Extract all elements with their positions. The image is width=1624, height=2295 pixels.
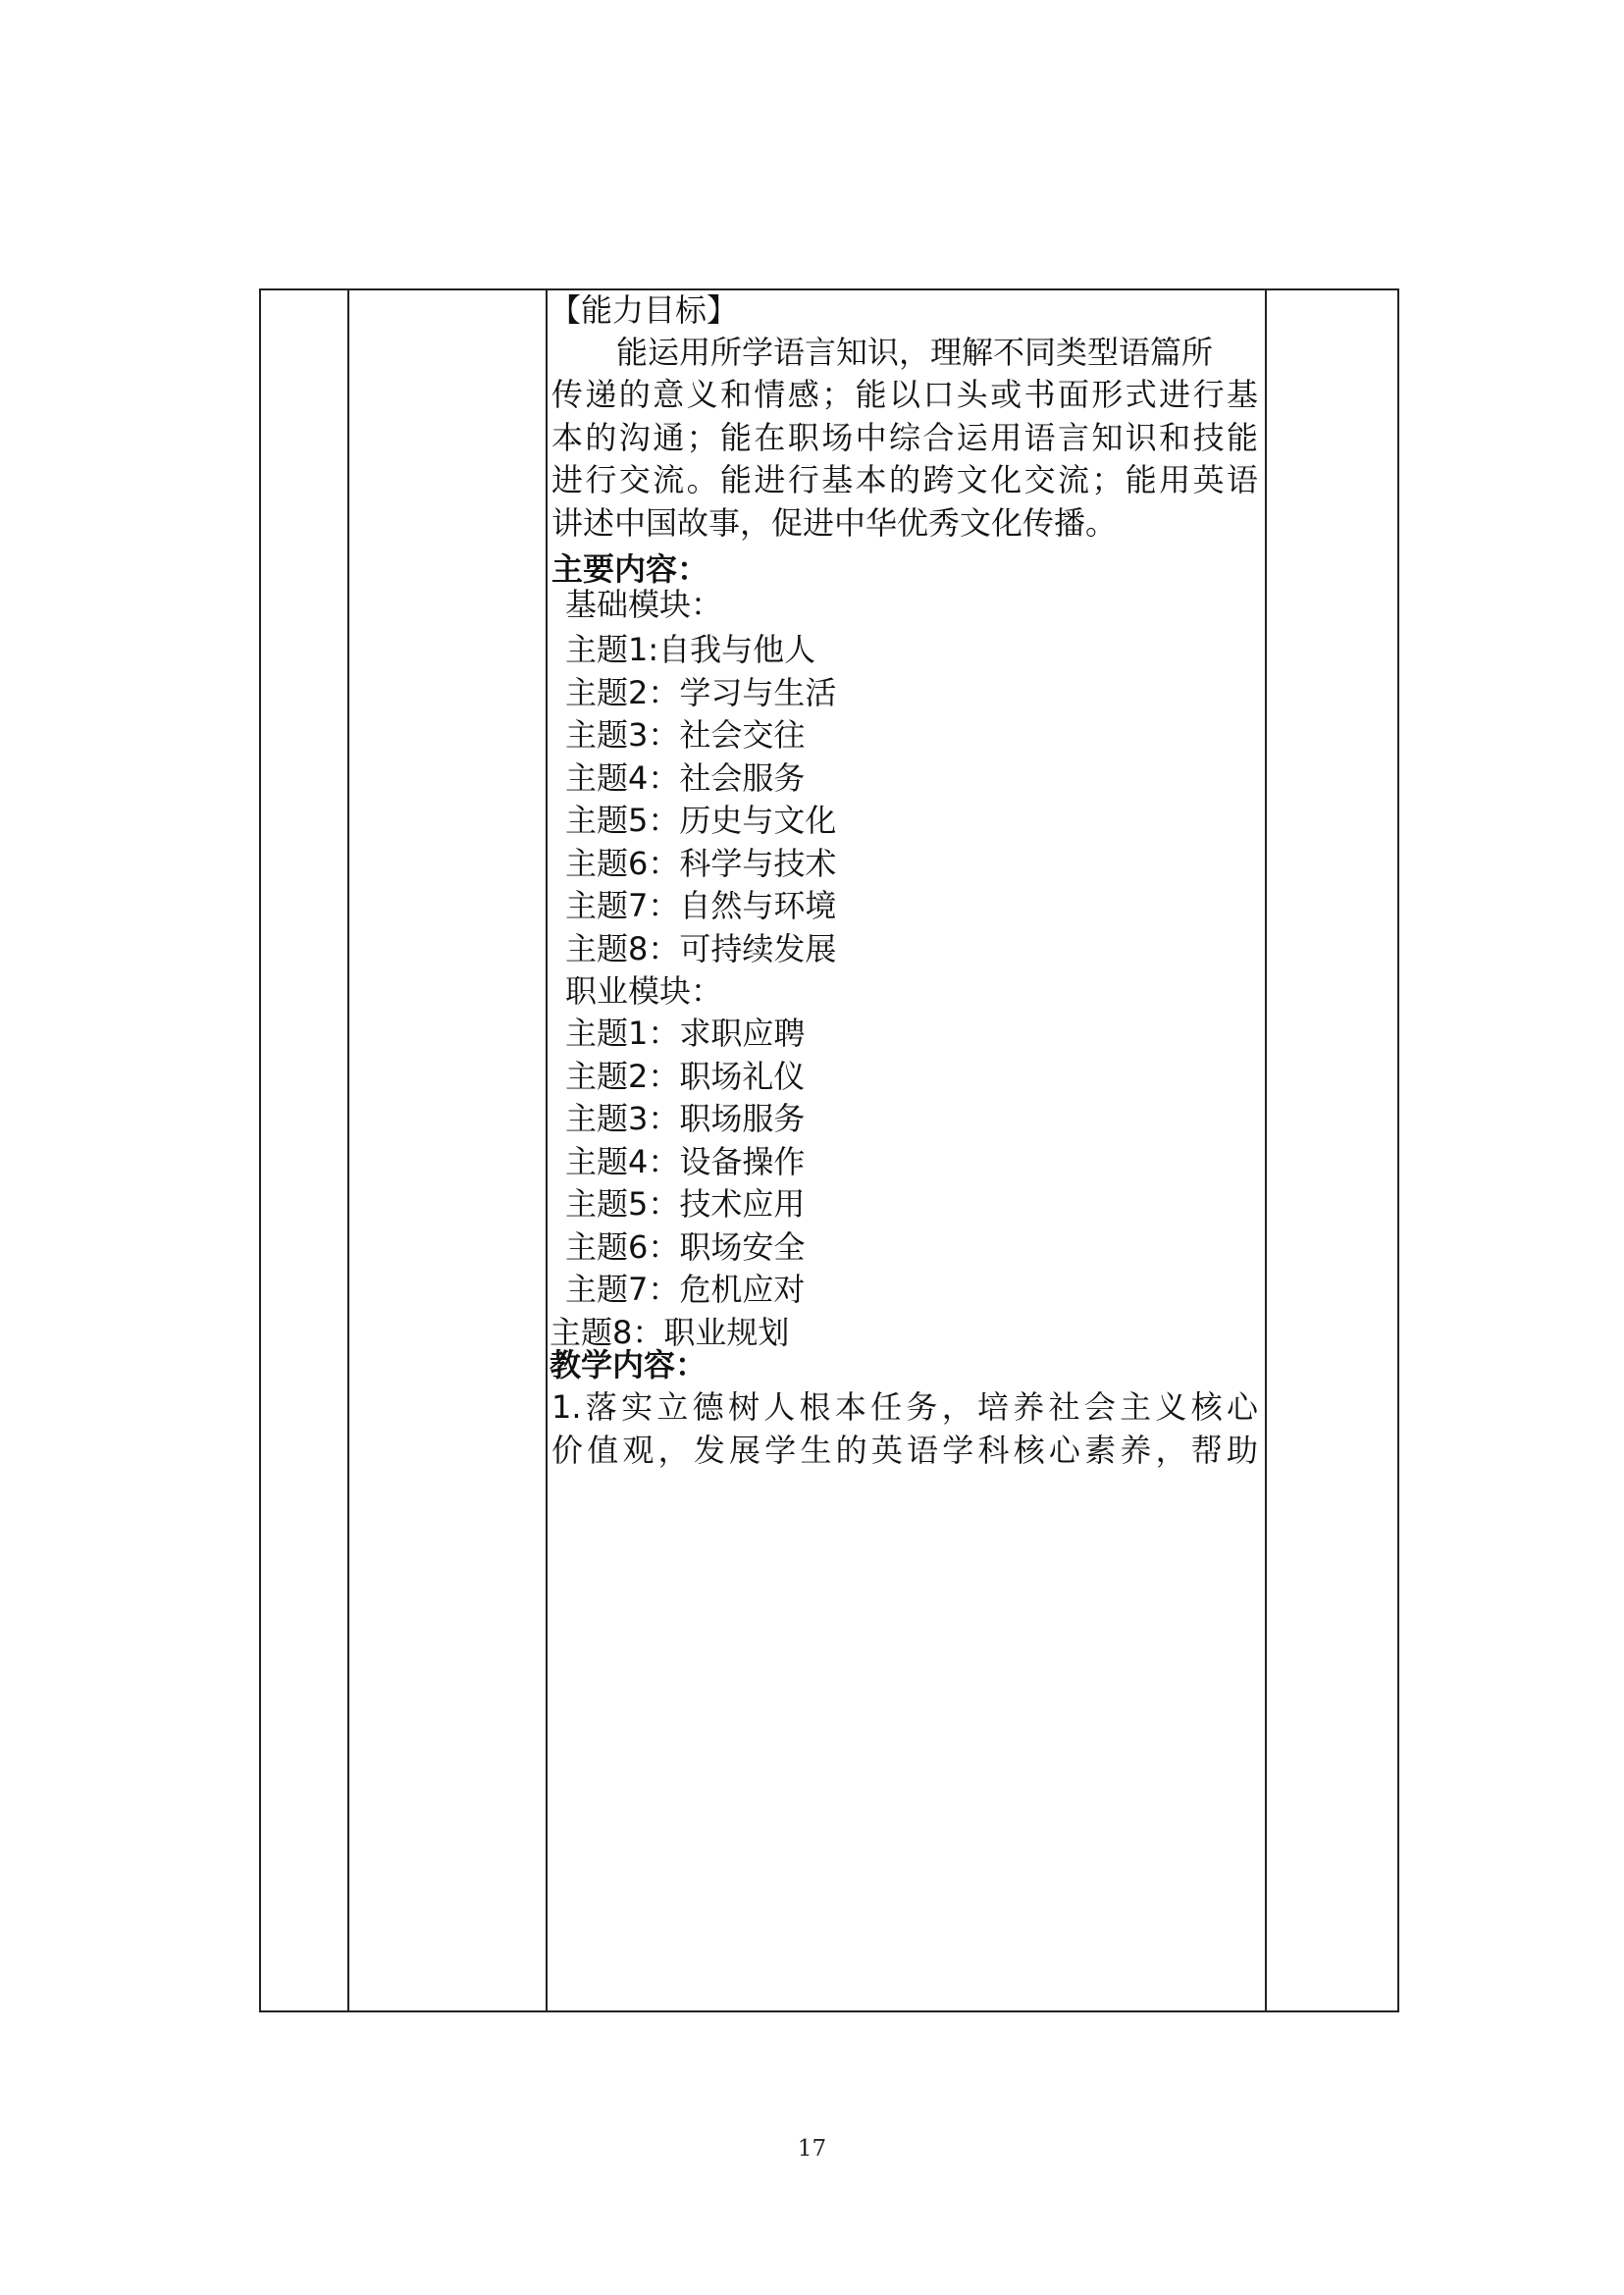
ability-paragraph-line: 讲述中国故事，促进中华优秀文化传播。 bbox=[551, 504, 1118, 542]
column-divider-1 bbox=[347, 290, 349, 2010]
main-content-title: 主要内容： bbox=[551, 550, 709, 588]
ability-paragraph-line: 能运用所学语言知识，理解不同类型语篇所 bbox=[616, 334, 1214, 371]
career-topic-item: 主题8：职业规划 bbox=[550, 1314, 790, 1351]
career-topic-item: 主题5：技术应用 bbox=[565, 1185, 806, 1223]
basic-topic-item: 主题4：社会服务 bbox=[565, 759, 806, 797]
career-module-title: 职业模块： bbox=[565, 972, 723, 1010]
basic-topic-item: 主题1:自我与他人 bbox=[565, 631, 816, 668]
career-topic-item: 主题1：求职应聘 bbox=[565, 1015, 806, 1052]
basic-module-title: 基础模块： bbox=[565, 586, 723, 623]
teaching-paragraph-line: 价值观，发展学生的英语学科核心素养，帮助 bbox=[551, 1432, 1258, 1469]
career-topic-item: 主题7：危机应对 bbox=[565, 1271, 806, 1308]
career-topic-item: 主题3：职场服务 bbox=[565, 1100, 806, 1137]
basic-topic-item: 主题5：历史与文化 bbox=[565, 802, 837, 839]
ability-paragraph-line: 进行交流。能进行基本的跨文化交流；能用英语 bbox=[551, 461, 1258, 498]
curriculum-table bbox=[259, 288, 1399, 2012]
career-topic-item: 主题4：设备操作 bbox=[565, 1143, 806, 1180]
teaching-paragraph-line: 1.落实立德树人根本任务，培养社会主义核心 bbox=[551, 1388, 1258, 1426]
teaching-content-title: 教学内容： bbox=[550, 1346, 707, 1383]
career-topic-item: 主题6：职场安全 bbox=[565, 1228, 806, 1266]
ability-paragraph-line: 传递的意义和情感；能以口头或书面形式进行基 bbox=[551, 376, 1258, 413]
page-number: 17 bbox=[797, 2136, 827, 2162]
basic-topic-item: 主题8：可持续发展 bbox=[565, 930, 837, 967]
basic-topic-item: 主题6：科学与技术 bbox=[565, 845, 837, 882]
content-cell bbox=[548, 290, 1263, 2010]
basic-topic-item: 主题3：社会交往 bbox=[565, 716, 806, 754]
ability-paragraph-line: 本的沟通；能在职场中综合运用语言知识和技能 bbox=[551, 419, 1258, 456]
basic-topic-item: 主题7：自然与环境 bbox=[565, 887, 837, 924]
basic-topic-item: 主题2：学习与生活 bbox=[565, 674, 837, 711]
career-topic-item: 主题2：职场礼仪 bbox=[565, 1058, 806, 1095]
ability-goal-heading: 【能力目标】 bbox=[550, 291, 739, 329]
column-divider-3 bbox=[1265, 290, 1267, 2010]
